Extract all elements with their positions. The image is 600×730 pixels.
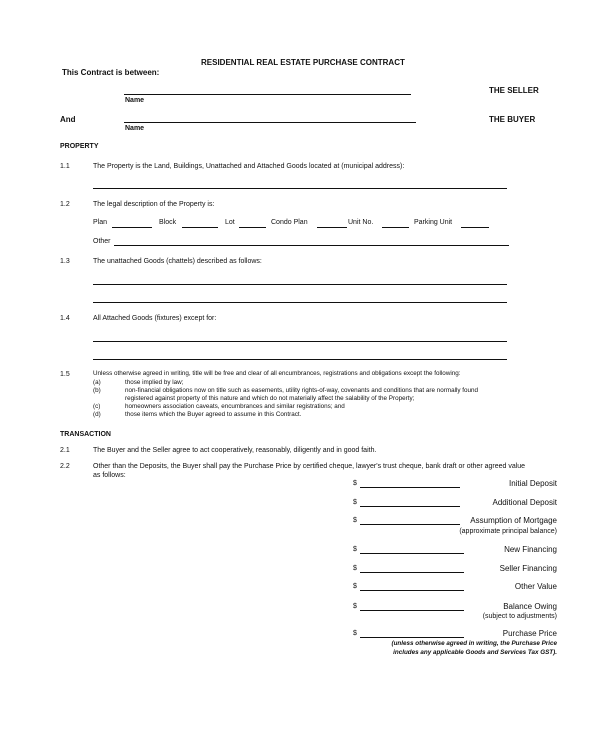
assumption-of-mortgage-label: Assumption of Mortgage [470,516,557,525]
section-1-2-text: The legal description of the Property is: [93,201,215,208]
new-financing-label: New Financing [504,545,557,554]
section-number: 2.1 [60,447,70,454]
dollar-sign: $ [353,480,357,487]
parties-intro: This Contract is between: [62,68,160,77]
section-1-3-text: The unattached Goods (chattels) described as follows: [93,258,262,265]
dollar-sign: $ [353,565,357,572]
purchase-price-label: Purchase Price [502,629,557,638]
section-1-5-text: Unless otherwise agreed in writing, title will be free and clear of all encumbrances, registrations and obligations except the following: [93,370,461,377]
other-label: Other [93,238,111,245]
dollar-sign: $ [353,630,357,637]
plan-label: Plan [93,219,108,226]
section-number: 1.2 [60,201,70,208]
section-2-2-text-cont: as follows: [93,472,126,479]
list-item-label: (b) [93,387,101,394]
assumption-of-mortgage-sub: (approximate principal balance) [459,528,557,535]
section-number: 1.1 [60,163,70,170]
additional-deposit-label: Additional Deposit [492,498,557,507]
block-field[interactable] [182,227,218,228]
list-item-text: those implied by law; [125,379,184,386]
dollar-sign: $ [353,583,357,590]
condo-plan-label: Condo Plan [271,219,308,226]
and-label: And [60,115,76,124]
dollar-sign: $ [353,499,357,506]
block-label: Block [159,219,177,226]
other-value-label: Other Value [514,582,557,591]
section-number: 1.4 [60,315,70,322]
fixtures-line-1[interactable] [93,341,507,342]
initial-deposit-field[interactable] [360,487,460,488]
buyer-name-label: Name [125,125,145,132]
balance-owing-label: Balance Owing [503,602,557,611]
gst-note-line-2: includes any applicable Goods and Services Tax GST). [393,649,557,656]
seller-financing-label: Seller Financing [499,564,557,573]
lot-field[interactable] [239,227,266,228]
list-item-text: those items which the Buyer agreed to assume in this Contract. [125,411,302,418]
document-title: RESIDENTIAL REAL ESTATE PURCHASE CONTRACT [201,58,405,67]
assumption-of-mortgage-field[interactable] [360,524,460,525]
dollar-sign: $ [353,603,357,610]
section-2-1-text: The Buyer and the Seller agree to act cooperatively, reasonably, diligently and in good faith. [93,447,377,454]
buyer-label: THE BUYER [489,115,536,124]
initial-deposit-label: Initial Deposit [508,479,557,488]
section-number: 1.5 [60,371,70,378]
parking-unit-field[interactable] [461,227,489,228]
transaction-heading: TRANSACTION [60,431,111,438]
other-value-field[interactable] [360,590,464,591]
list-item-text: homeowners association caveats, encumbrances and similar registrations; and [125,403,345,410]
list-item-text: non-financial obligations now on title such as easements, utility rights-of-way, covenants and conditions that are normally found [125,387,479,394]
fixtures-line-2[interactable] [93,359,507,360]
condo-plan-field[interactable] [317,227,347,228]
other-field[interactable] [114,245,509,246]
seller-label: THE SELLER [489,86,539,95]
list-item-label: (c) [93,403,101,410]
section-number: 1.3 [60,258,70,265]
gst-note-line-1: (unless otherwise agreed in writing, the Purchase Price [391,640,557,647]
unit-no-field[interactable] [382,227,409,228]
chattels-line-2[interactable] [93,302,507,303]
unit-no-label: Unit No. [348,219,374,226]
section-number: 2.2 [60,463,70,470]
buyer-name-line[interactable] [124,122,416,123]
address-line[interactable] [93,188,507,189]
seller-financing-field[interactable] [360,572,464,573]
balance-owing-sub: (subject to adjustments) [482,613,557,620]
section-2-2-text: Other than the Deposits, the Buyer shall pay the Purchase Price by certified cheque, lawyer's trust cheque, bank draft or other agreed value [93,463,526,470]
plan-field[interactable] [112,227,152,228]
dollar-sign: $ [353,517,357,524]
balance-owing-field[interactable] [360,610,464,611]
property-heading: PROPERTY [60,143,99,150]
parking-unit-label: Parking Unit [414,219,453,226]
chattels-line-1[interactable] [93,284,507,285]
seller-name-line[interactable] [124,94,411,95]
lot-label: Lot [225,219,235,226]
dollar-sign: $ [353,546,357,553]
list-item-label: (a) [93,379,101,386]
list-item-label: (d) [93,411,101,418]
list-item-text-cont: registered against property of this nature and which do not materially affect the salability of the Property; [125,395,415,402]
section-1-1-text: The Property is the Land, Buildings, Unattached and Attached Goods located at (municipal address): [93,163,405,170]
purchase-price-field[interactable] [360,637,464,638]
section-1-4-text: All Attached Goods (fixtures) except for: [93,315,217,322]
new-financing-field[interactable] [360,553,464,554]
additional-deposit-field[interactable] [360,506,460,507]
seller-name-label: Name [125,97,145,104]
